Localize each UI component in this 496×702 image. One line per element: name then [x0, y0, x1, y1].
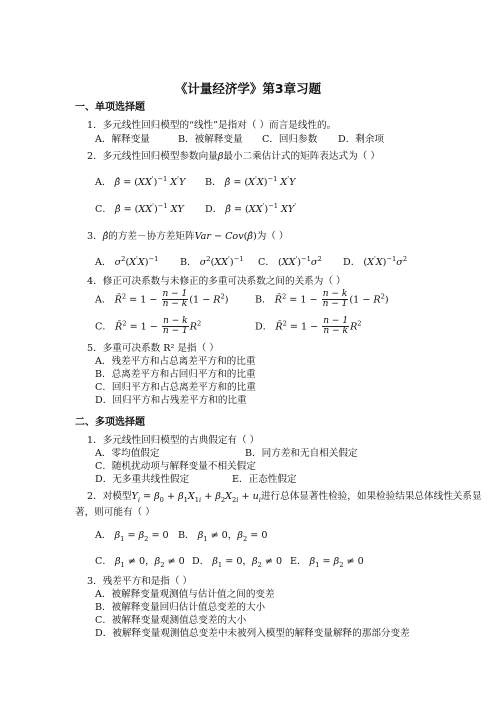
option-label: E． — [290, 556, 307, 567]
question-3-option-d: D． $(X'X)^{-1}\sigma^2$ — [343, 254, 408, 268]
option-label: C． — [95, 204, 112, 215]
multi-question-1-option-b: B．同方差和无自相关假定 — [245, 448, 358, 459]
question-1-option-d: D．剩余项 — [338, 134, 385, 145]
option-label: A． — [95, 257, 112, 268]
question-2-stem-post: 最小二乘估计式的矩阵表达式为（ ） — [223, 151, 380, 162]
question-1-option-a: A．解释变量 — [95, 134, 150, 145]
question-5-stem: 5．多重可决系数 R² 是指（ ） — [87, 343, 219, 354]
multi-question-1-option-e: E．正态性假定 — [232, 474, 297, 485]
question-5-option-a: A．残差平方和占总离差平方和的比重 — [95, 356, 256, 367]
question-2-option-c: C． β̂ = $(XX')^{-1}$ XY — [95, 201, 184, 215]
question-2-option-d: D． β̂ = $(XX')^{-1}$ XY' — [205, 201, 297, 215]
question-2-stem-pre: 2．多元线性回归模型参数向量 — [87, 151, 218, 162]
question-2-option-a: A． β̂ = $(XX')^{-1}$ X'Y — [95, 174, 186, 188]
option-label: C． — [95, 321, 112, 333]
question-3-stem: 3．β̂的方差－协方差矩阵Var − Cov(β̂)为（ ） — [87, 231, 289, 242]
option-label: B． — [255, 294, 272, 306]
multi-question-3-option-a: A．被解释变量观测值与估计值之间的变差 — [95, 589, 275, 600]
option-label: C． — [258, 257, 275, 268]
multi-question-1-option-c: C．随机扰动项与解释变量不相关假定 — [95, 461, 256, 472]
section-multiple-choice: 二、多项选择题 — [75, 417, 145, 428]
multi-question-2-option-c: C． $\beta_1 \ne 0$，$\beta_2 \ne 0$ — [95, 556, 185, 569]
question-4-option-c: C． R̄$^2$ = 1 − $\frac{n - k}{n - 1}$ $R^2$ — [95, 316, 202, 337]
multi-question-2-option-e: E． $\beta_1 = \beta_2 \ne 0$ — [290, 556, 364, 569]
question-1-option-c: C．回归参数 — [262, 134, 318, 145]
question-4-stem: 4．修正可决系数与未修正的多重可决系数之间的关系为（ ） — [87, 276, 346, 287]
question-3-stem-pre: 3． — [87, 231, 103, 242]
question-3-stem-mid: 的方差－协方差矩阵 — [108, 231, 195, 242]
option-label: A． — [95, 530, 112, 541]
option-label: D． — [255, 321, 273, 333]
option-label: D． — [192, 556, 210, 567]
option-label: B． — [180, 257, 197, 268]
option-label: B． — [205, 177, 222, 188]
multi-question-3-option-c: C．被解释变量观测值总变差的大小 — [95, 615, 247, 626]
question-2-option-b: B． β̂ = $(X'X)^{-1}$ X'Y — [205, 174, 296, 188]
option-label: D． — [205, 204, 223, 215]
multi-question-1-option-a: A．零均值假定 — [95, 448, 160, 459]
question-3-stem-post: 为（ ） — [256, 231, 289, 242]
question-3-option-a: A． $\sigma^2(X'X)^{-1}$ — [95, 254, 159, 268]
multi-question-1-stem: 1．多元线性回归模型的古典假定有（ ） — [87, 435, 260, 446]
multi-question-2-stem-line2: 著，则可能有（ ） — [75, 507, 155, 518]
multi-question-3-option-b: B．被解释变量回归估计值总变差的大小 — [95, 602, 266, 613]
question-5-option-c: C．回归平方和占总离差平方和的比重 — [95, 382, 256, 393]
section-single-choice: 一、单项选择题 — [75, 102, 145, 113]
multi-question-3-option-d: D．被解释变量观测值总变差中未被列入模型的解释变量解释的那部分变差 — [95, 628, 410, 639]
multi-question-2-option-a: A． $\beta_1 = \beta_2 = 0$ — [95, 530, 169, 543]
multi-question-2-option-b: B． $\beta_1 \ne 0$，$\beta_2 = 0$ — [178, 530, 268, 543]
option-label: A． — [95, 294, 112, 306]
question-5-option-b: B．总离差平方和占回归平方和的比重 — [95, 369, 256, 380]
option-label: D． — [343, 257, 361, 268]
question-3-option-c: C． $(XX')^{-1}\sigma^2$ — [258, 254, 322, 268]
question-4-option-d: D． R̄$^2$ = 1 − $\frac{n - 1}{n - k}$ $R^2$ — [255, 316, 362, 337]
option-label: A． — [95, 177, 112, 188]
multi-question-2-stem-post: 进行总体显著性检验，如果检验结果总体线性关系显 — [260, 491, 482, 502]
document-title: 《计量经济学》第3章习题 — [174, 81, 322, 96]
question-3-option-b: B． $\sigma^2(XX')^{-1}$ — [180, 254, 244, 268]
multi-question-3-stem: 3．残差平方和是指（ ） — [87, 576, 193, 587]
question-1-option-b: B．被解释变量 — [178, 134, 243, 145]
question-4-option-b: B． R̄$^2$ = 1 − $\frac{n - k}{n - 1}$ $(1 - R^2)$ — [255, 289, 389, 310]
question-1-stem: 1．多元线性回归模型的“线性”是指对（ ）而言是线性的。 — [87, 120, 337, 131]
multi-question-2-stem-pre: 2．对模型 — [87, 491, 132, 502]
multi-question-1-option-d: D．无多重共线性假定 — [95, 474, 190, 485]
option-label: C． — [95, 556, 112, 567]
question-4-option-a: A． R̄$^2$ = 1 − $\frac{n - 1}{n - k}$ $(1 - R^2)$ — [95, 289, 229, 310]
multi-question-2-option-d: D． $\beta_1 = 0$，$\beta_2 \ne 0$ — [192, 556, 283, 569]
question-5-option-d: D．回归平方和占残差平方和的比重 — [95, 395, 247, 406]
option-label: B． — [178, 530, 195, 541]
question-2-stem: 2．多元线性回归模型参数向量β最小二乘估计式的矩阵表达式为（ ） — [87, 151, 380, 162]
multi-question-2-stem: 2．对模型$Y_i = \beta_0 + \beta_1X_{1i} + \beta_2X_{2i} + u_i$进行总体显著性检验，如果检验结果总体线性关系显 — [87, 491, 482, 504]
